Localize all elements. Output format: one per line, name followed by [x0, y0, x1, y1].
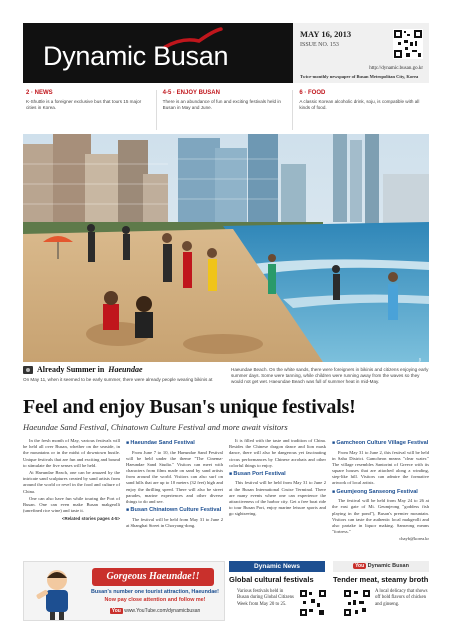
- author-email[interactable]: chayb@korea.kr: [399, 536, 429, 542]
- photo-credit: Ko Jin-ho: [417, 358, 422, 375]
- teaser-enjoy-busan[interactable]: 4-5 · ENJOY BUSAN There is an abundance of fun and exciting festivals held in Busan in May and June.: [156, 90, 293, 130]
- newspaper-title: Dynamic Busan: [43, 41, 229, 71]
- youtube-channel-label[interactable]: You Dynamic Busan: [333, 561, 429, 572]
- qr-code-icon[interactable]: [299, 589, 327, 617]
- issue-number: ISSUE NO. 153: [300, 42, 339, 48]
- related-stories-ref[interactable]: <Related stories pages 4-5>: [61, 516, 120, 522]
- teaser-food[interactable]: 6 · FOOD A classic Korean alcoholic drink, soju, is compatible with all kinds of food.: [292, 90, 429, 130]
- article-body: [23, 438, 429, 556]
- section-head-port-festival: ■ Busan Port Festival: [229, 471, 326, 479]
- article-column-2: ■ Haeundae Sand Festival From June 7 to 10, the Haeundae Sand Festival will be held under the theme "The Cinema-Haeundae Sand Studio." Visitors can meet with characters from films made on sand by sand artists from around the world. Visitors can also surf on sand hills that are up to 10 meters (32 feet) high and enjoy the thrilling speed. There will also be street parades, marine experiences and other diverse things to do and see. ■ Busan Chinatown Culture Festival The festival will be held from May 31 to June 2 at Shanghai Street in Choryang-dong.: [126, 438, 223, 556]
- dynamic-news-promo: [229, 561, 429, 621]
- qr-code-icon[interactable]: [343, 589, 371, 617]
- ad-youtube-url[interactable]: You www.YouTube.com/dynamicbusan: [111, 608, 201, 614]
- teaser-news[interactable]: 2 · NEWS K-Shuttle is a foreigner exclusive bus that tours 15 major cities in Korea.: [26, 90, 142, 111]
- ad-line-1: Busan's number one tourist attraction, Haeundae!: [91, 589, 219, 595]
- photo-caption: [23, 365, 429, 387]
- guide-character-icon: [32, 566, 82, 620]
- youtube-ad[interactable]: [23, 561, 225, 621]
- caption-text-right: Haeundae Beach. On the white sands, there were foreigners in bikinis and citizens enjoying early summer days. Some were tanning, while children were running away from the waves so they would not get wet. Haeundae Beach was full of summer heat in mid-May.: [231, 367, 429, 384]
- promo-text-festivals: Various festivals held in Busan during Global Citizens Week from May 20 to 25.: [237, 589, 294, 607]
- section-head-gamcheon: ■ Gamcheon Culture Village Festival: [332, 440, 429, 448]
- caption-text-left: On May 11, when it seemed to be early summer, there were already people wearing bikinis at: [23, 377, 213, 382]
- qr-code-icon: [393, 29, 423, 59]
- website-url[interactable]: http://dynamic.busan.go.kr: [369, 66, 423, 71]
- section-head-chinatown: ■ Busan Chinatown Culture Festival: [126, 507, 223, 515]
- article-column-4: ■ Gamcheon Culture Village Festival From May 31 to June 2, this festival will be held in Saha District. Gamcheon means "clear water." The village resembles Santorini of Greece with its square houses that are attached along a winding, step-like hill. Visitors can admire the formative artwork of local artists. ■ Geumjeong Sanseong Festival The festival will be held from May 24 to 26 at the east gate of Mt. Geumjeong "goddess fish playing in the pond"), Busan's premier mountain. Visitors can taste the authentic local makgeolli and also partake in liquor making. Sanseong means "fortress." chayb@korea.kr: [332, 438, 429, 556]
- camera-icon: [23, 366, 33, 374]
- ad-banner-title: Gorgeous Haeundae!!: [92, 568, 214, 586]
- masthead-logo-block: [23, 23, 293, 83]
- caption-title: Already Summer in Haeundae: [23, 365, 143, 374]
- teaser-strip: [23, 90, 429, 130]
- issue-date: MAY 16, 2013: [300, 29, 352, 39]
- promo-text-broth: A local delicacy that shows off bold flavors of chicken and ginseng.: [375, 589, 428, 607]
- main-headline: Feel and enjoy Busan's unique festivals!: [23, 396, 356, 418]
- promo-headline-broth: Tender meat, steamy broth: [333, 575, 429, 584]
- section-head-sand-festival: ■ Haeundae Sand Festival: [126, 440, 223, 448]
- issue-info: [293, 23, 429, 83]
- ad-line-2: Now pay close attention and follow me!: [104, 597, 206, 603]
- subheadline: Haeundae Sand Festival, Chinatown Culture Festival and more await visitors: [23, 422, 288, 432]
- article-column-3: It is filled with the taste and tradition of China. Besides the Chinese dragon dance and lion mask dance, there will also be dangerous yet fascinating circus performances by Chinese acrobats and other colorful things to enjoy. ■ Busan Port Festival This festival will be held from May 31 to June 2 at the Busan International Cruise Terminal. There are many events where one can experience the attractiveness of the harbor city. Get a free boat ride to tour Busan Port, enjoy marine leisure sports and go sightseeing.: [229, 438, 326, 556]
- tagline: Twice-monthly newspaper of Busan Metropolitan City, Korea: [300, 74, 419, 79]
- section-head-geumjeong: ■ Geumjeong Sanseong Festival: [332, 489, 429, 497]
- promo-headline-festivals: Global cultural festivals: [229, 575, 314, 584]
- dynamic-news-label: Dynamic News: [229, 561, 325, 572]
- article-column-1: In the fresh month of May, various festivals will be held all over Busan, whether on the seaside, in the mountains or in the midst of downtown bustle. Unique festivals that are fun and exciting and bound to stimulate the five senses will be held. At Haeundae Beach, one can be amazed by the intricate sand sculptures created by sand artists from around the world or revel in the food and culture of China. One can also have fun while touring the Port of Busan. One can even make Busan makgeolli (unrefined rice wine) and taste it. <Related stories pages 4-5>: [23, 438, 120, 522]
